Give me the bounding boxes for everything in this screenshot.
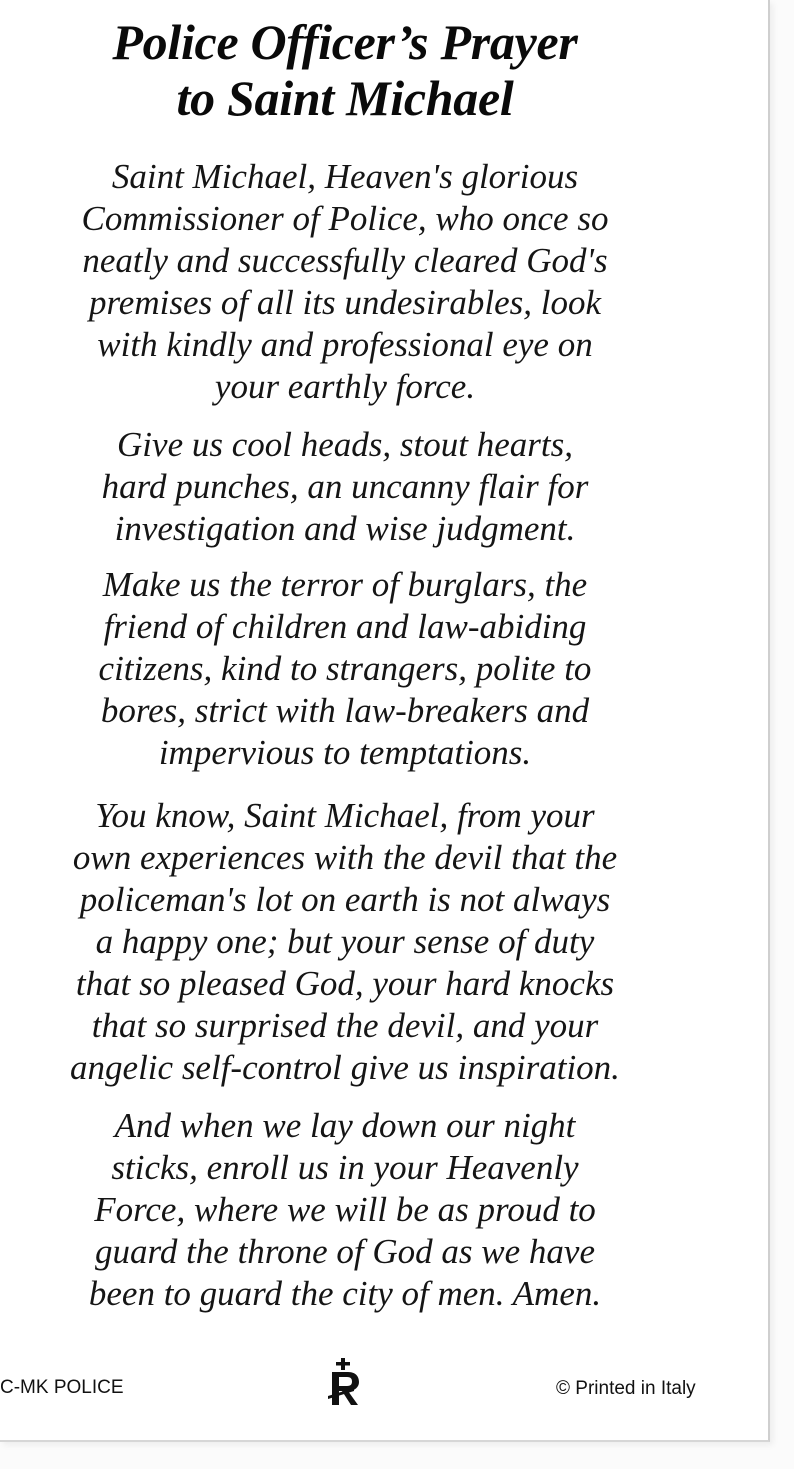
prayer-paragraph-4 bbox=[0, 795, 690, 1089]
text-line: neatly and successfully cleared God's bbox=[82, 241, 608, 280]
text-line: been to guard the city of men. Amen. bbox=[88, 1274, 602, 1313]
text-line: guard the throne of God as we have bbox=[95, 1232, 595, 1271]
text-line: You know, Saint Michael, from your bbox=[95, 796, 595, 835]
text-line: Saint Michael, Heaven's glorious bbox=[111, 157, 579, 196]
text-line: sticks, enroll us in your Heavenly bbox=[111, 1148, 579, 1187]
text-line: And when we lay down our night bbox=[114, 1106, 576, 1145]
prayer-title bbox=[0, 14, 690, 126]
text-line: that so pleased God, your hard knocks bbox=[75, 964, 615, 1003]
text-line: Commissioner of Police, who once so bbox=[81, 199, 609, 238]
text-line: with kindly and professional eye on bbox=[97, 325, 593, 364]
text-line: that so surprised the devil, and your bbox=[91, 1006, 599, 1045]
title-line-2: to Saint Michael bbox=[176, 70, 514, 126]
text-line: citizens, kind to strangers, polite to bbox=[98, 649, 592, 688]
text-line: Give us cool heads, stout hearts, bbox=[117, 425, 573, 464]
text-line: impervious to temptations. bbox=[158, 733, 532, 772]
text-line: friend of children and law-abiding bbox=[103, 607, 587, 646]
prayer-paragraph-3 bbox=[0, 564, 690, 774]
text-line: bores, strict with law-breakers and bbox=[100, 691, 590, 730]
text-line: angelic self-control give us inspiration. bbox=[70, 1048, 620, 1087]
text-line: policeman's lot on earth is not always bbox=[79, 880, 611, 919]
text-line: hard punches, an uncanny flair for bbox=[101, 467, 589, 506]
copyright-notice: © Printed in Italy bbox=[556, 1378, 696, 1399]
prayer-paragraph-2 bbox=[0, 424, 690, 550]
text-line: Make us the terror of burglars, the bbox=[102, 565, 588, 604]
text-line: investigation and wise judgment. bbox=[114, 509, 576, 548]
prayer-paragraph-1 bbox=[0, 156, 690, 408]
text-line: Force, where we will be as proud to bbox=[94, 1190, 596, 1229]
publisher-monogram-cross-icon bbox=[326, 1358, 362, 1408]
title-line-1: Police Officer’s Prayer bbox=[112, 14, 578, 70]
text-line: own experiences with the devil that the bbox=[72, 838, 618, 877]
text-line: a happy one; but your sense of duty bbox=[95, 922, 595, 961]
prayer-paragraph-5 bbox=[0, 1105, 690, 1315]
text-line: your earthly force. bbox=[214, 367, 476, 406]
product-code: C-MK POLICE bbox=[0, 1377, 124, 1398]
text-line: premises of all its undesirables, look bbox=[88, 283, 601, 322]
